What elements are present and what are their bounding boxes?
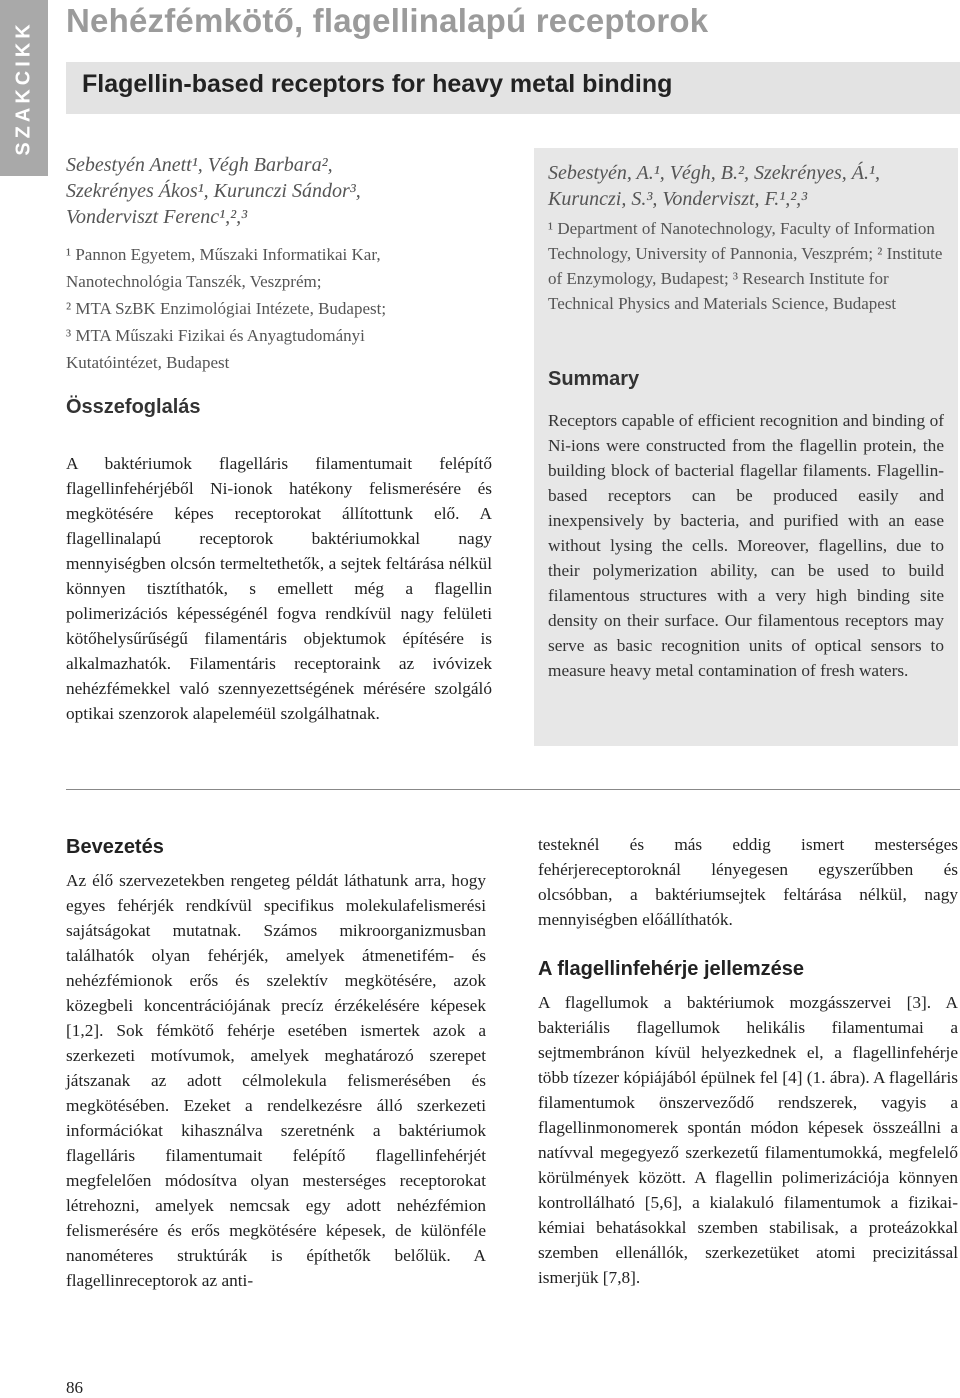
affiliation-line: Kutatóintézet, Budapest <box>66 353 230 372</box>
affiliation-line: Nanotechnológia Tanszék, Veszprém; <box>66 272 322 291</box>
page-number: 86 <box>66 1378 83 1397</box>
intro-text: Az élő szervezetekben rengeteg példát láthatunk arra, hogy egyes fehérjék rendkívül specifikus molekulafelismerési sajátságokat mutatnak. Számos mikroorganizmusban találhatók olyan fehérjék, amelyek átmenetifém- és nehézfémionok erős és szelektív megkötésére, azok közegbeli koncentrációjának precíz érzékelésére képesek [1,2]. Sok fémkötő fehérje esetében ismertek azok a szerkezeti motívumok, amelyek meghatározó szerepet játszanak az adott célmolekula felismerésében és megkötésében. Ezeket a rendelkezésre álló szerkezeti információkat kihasználva szeretnénk a baktériumok flagelláris filamentumait felépítő flagellinfehérjét megfelelően módosítva olyan mesterséges receptorokat létrehozni, amelyek nemcsak egy adott nehézfémion felismerésére és erős megkötésére képesek, de különféle nanométeres struktúrák is építhetők belőlük. A flagellinreceptorok az anti- <box>66 871 486 1290</box>
affiliation-line: ¹ Pannon Egyetem, Műszaki Informatikai Kar, <box>66 245 381 264</box>
section-tab-label: SZAKCIKK <box>12 20 35 156</box>
affiliation-line: ³ MTA Műszaki Fizikai és Anyagtudományi <box>66 326 365 345</box>
section-divider <box>66 789 960 790</box>
subtitle-bar <box>66 62 960 114</box>
section2-heading: A flagellinfehérje jellemzése <box>538 958 805 980</box>
section2-text: A flagellumok a baktériumok mozgásszervei [3]. A bakteriális flagellumok helikális filamentumai a sejtmembránon kívül helyezkednek el, a flagellinfehérje több tízezer kópiájából épülnek fel [4] (1. ábra). A flagelláris filamentumok önszerveződő rendszerek, vagyis a flagellinmonomerek spontán módon képesek összeállni a natívval megegyező szerkezetű filamentumokká, megfelelő körülmények között. A flagellin polimerizációja könnyen kontrollálható [5,6], a kialakuló filamentumok a fizikai-kémiai behatásokkal szemben stabilisak, a proteázokkal szemben ellenállók, szerkezetüket atomi precizitással ismerjük [7,8]. <box>538 993 958 1287</box>
affiliations-en: ¹ Department of Nanotechnology, Faculty of Information Technology, University of Pannonia, Veszprém; ² Institute of Enzymology, Budapest; ³ Research Institute for Technical Physics and Materials Science, Budapest <box>548 219 943 313</box>
affiliation-line: ² MTA SzBK Enzimológiai Intézete, Budapest; <box>66 299 387 318</box>
abstract-hu: A baktériumok flagelláris filamentumait felépítő flagellinfehérjéből Ni-ionok hatékony felismerésére és megkötésére képes receptorokat állítottunk elő. A flagellinalapú receptorok baktériumokkal nagy mennyiségben olcsón termeltethetők, a sejtek feltárása nélkül könnyen tisztíthatók, s emellett még a flagellin polimerizációs képességénél fogva rendkívül nagy felületi kötőhelysűrűségű filamentáris objektumok építésére is alkalmazhatók. Filamentáris receptoraink az ivóvizek nehézfémekkel való szennyezettségének mérésére szolgáló optikai szenzorok alapeleméül szolgálhatnak. <box>66 454 492 724</box>
intro-continued-text: testeknél és más eddig ismert mesterséges fehérjereceptoroknál lényegesen egyszerűbben és olcsóbban, a baktériumsejtek feltárása nélkül, nagy mennyiségben előállíthatók. <box>538 835 958 929</box>
article-subtitle: Flagellin-based receptors for heavy metal binding <box>82 70 673 98</box>
affiliations-hu <box>66 241 526 376</box>
body-column-right <box>538 832 958 1290</box>
summary-heading: Summary <box>548 368 640 390</box>
authors-hu-line: Sebestyén Anett¹, Végh Barbara², <box>66 154 333 176</box>
authors-hu-line: Szekrényes Ákos¹, Kurunczi Sándor³, <box>66 180 361 202</box>
abstract-hu-heading: Összefoglalás <box>66 396 201 418</box>
authors-hu <box>66 152 526 230</box>
summary-text: Receptors capable of efficient recognition and binding of Ni-ions were constructed from the flagellin protein, the building block of bacterial flagellar filaments. Flagellin-based receptors can be produced easily and inexpensively by bacteria, and purified with an ease without lysing the cells. Moreover, flagellins, due to their polymerization ability, can be used to build filamentous structures with a very high binding site density on their surface. Our filamentous receptors may serve as basic recognition units of optical sensors to measure heavy metal contamination of fresh waters. <box>548 411 944 680</box>
authors-hu-line: Vonderviszt Ferenc¹,²,³ <box>66 206 248 228</box>
article-title: Nehézfémkötő, flagellinalapú receptorok <box>66 2 709 39</box>
body-column-left <box>66 834 486 1293</box>
authors-en-line: Sebestyén, A.¹, Végh, B.², Szekrényes, Á.¹, <box>548 162 880 184</box>
authors-en <box>548 160 948 212</box>
authors-en-line: Kurunczi, S.³, Vonderviszt, F.¹,²,³ <box>548 188 808 210</box>
intro-heading: Bevezetés <box>66 836 164 858</box>
section-tab <box>0 0 48 176</box>
english-abstract-box <box>534 148 958 746</box>
